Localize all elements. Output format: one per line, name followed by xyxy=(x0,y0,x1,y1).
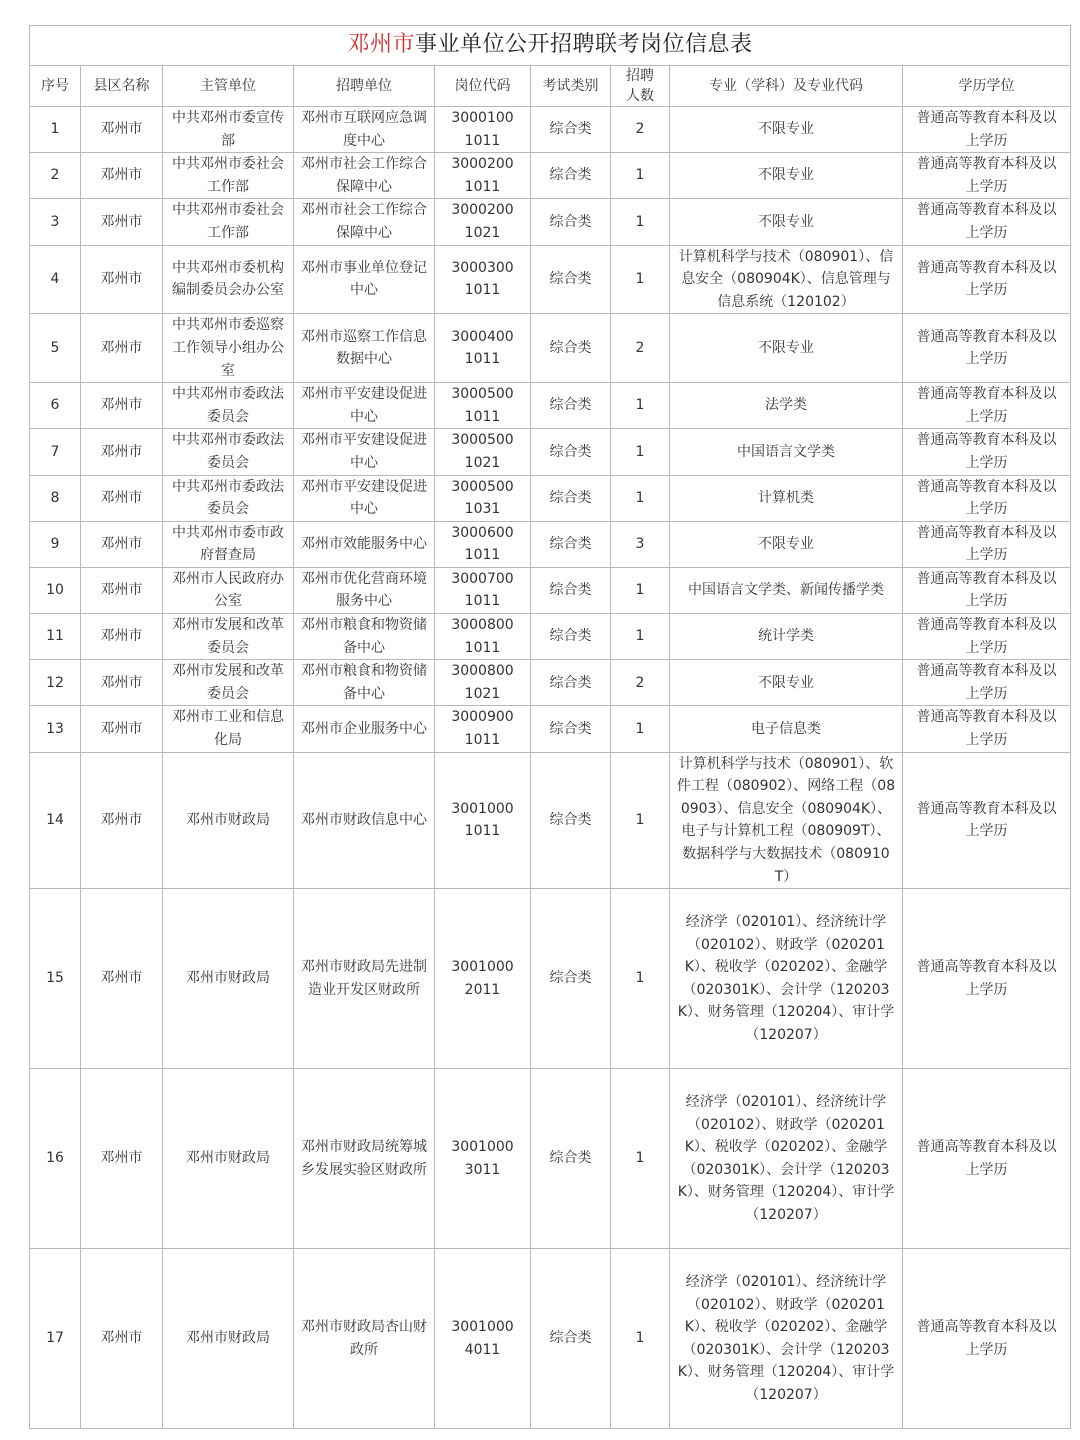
cell-no: 9 xyxy=(30,521,81,567)
cell-edu: 普通高等教育本科及以上学历 xyxy=(903,107,1071,153)
cell-unit: 邓州市事业单位登记中心 xyxy=(294,245,435,314)
header-major: 专业（学科）及专业代码 xyxy=(670,66,903,107)
cell-unit: 邓州市财政局统筹城乡发展实验区财政所 xyxy=(294,1069,435,1249)
cell-exam: 综合类 xyxy=(531,1249,611,1429)
cell-code: 30001001011 xyxy=(435,107,531,153)
cell-county: 邓州市 xyxy=(81,153,163,199)
cell-major: 经济学（020101）、经济统计学（020102）、财政学（020201K）、税收学（020202）、金融学（020301K）、会计学（120203K）、财务管理（120204）、审计学（120207） xyxy=(670,889,903,1069)
cell-exam: 综合类 xyxy=(531,889,611,1069)
cell-dept: 邓州市财政局 xyxy=(163,752,294,889)
cell-code: 30010003011 xyxy=(435,1069,531,1249)
cell-exam: 综合类 xyxy=(531,1069,611,1249)
cell-county: 邓州市 xyxy=(81,752,163,889)
cell-code: 30008001021 xyxy=(435,660,531,706)
cell-count: 3 xyxy=(611,521,670,567)
cell-no: 12 xyxy=(30,660,81,706)
cell-code: 30005001011 xyxy=(435,383,531,429)
cell-dept: 中共邓州市委市政府督查局 xyxy=(163,521,294,567)
cell-no: 13 xyxy=(30,706,81,752)
table-row xyxy=(30,1069,1071,1249)
cell-unit: 邓州市巡察工作信息数据中心 xyxy=(294,314,435,383)
cell-count: 1 xyxy=(611,475,670,521)
cell-exam: 综合类 xyxy=(531,521,611,567)
cell-code: 30004001011 xyxy=(435,314,531,383)
cell-dept: 邓州市发展和改革委员会 xyxy=(163,614,294,660)
cell-code: 30002001021 xyxy=(435,199,531,245)
cell-edu: 普通高等教育本科及以上学历 xyxy=(903,752,1071,889)
cell-unit: 邓州市效能服务中心 xyxy=(294,521,435,567)
table-row xyxy=(30,245,1071,314)
cell-dept: 中共邓州市委宣传部 xyxy=(163,107,294,153)
cell-dept: 邓州市工业和信息化局 xyxy=(163,706,294,752)
cell-unit: 邓州市平安建设促进中心 xyxy=(294,383,435,429)
cell-major: 中国语言文学类 xyxy=(670,429,903,475)
cell-unit: 邓州市财政局先进制造业开发区财政所 xyxy=(294,889,435,1069)
cell-no: 3 xyxy=(30,199,81,245)
cell-count: 1 xyxy=(611,199,670,245)
cell-major: 中国语言文学类、新闻传播学类 xyxy=(670,567,903,613)
cell-dept: 邓州市人民政府办公室 xyxy=(163,567,294,613)
recruitment-table-sheet xyxy=(29,25,1070,1429)
table-title xyxy=(30,26,1071,66)
cell-county: 邓州市 xyxy=(81,107,163,153)
cell-unit: 邓州市互联网应急调度中心 xyxy=(294,107,435,153)
cell-no: 7 xyxy=(30,429,81,475)
cell-dept: 邓州市发展和改革委员会 xyxy=(163,660,294,706)
cell-code: 30003001011 xyxy=(435,245,531,314)
cell-edu: 普通高等教育本科及以上学历 xyxy=(903,245,1071,314)
recruitment-table xyxy=(29,25,1071,1429)
cell-exam: 综合类 xyxy=(531,153,611,199)
title-rest: 事业单位公开招聘联考岗位信息表 xyxy=(415,32,753,58)
cell-no: 10 xyxy=(30,567,81,613)
cell-major: 不限专业 xyxy=(670,107,903,153)
cell-dept: 中共邓州市委政法委员会 xyxy=(163,383,294,429)
cell-no: 17 xyxy=(30,1249,81,1429)
cell-exam: 综合类 xyxy=(531,475,611,521)
table-row xyxy=(30,429,1071,475)
cell-count: 1 xyxy=(611,153,670,199)
table-row xyxy=(30,889,1071,1069)
table-row xyxy=(30,383,1071,429)
cell-no: 14 xyxy=(30,752,81,889)
cell-edu: 普通高等教育本科及以上学历 xyxy=(903,1249,1071,1429)
cell-dept: 邓州市财政局 xyxy=(163,1249,294,1429)
cell-dept: 中共邓州市委社会工作部 xyxy=(163,153,294,199)
header-count: 招聘人数 xyxy=(611,66,670,107)
cell-code: 30006001011 xyxy=(435,521,531,567)
header-no: 序号 xyxy=(30,66,81,107)
cell-no: 1 xyxy=(30,107,81,153)
cell-dept: 中共邓州市委巡察工作领导小组办公室 xyxy=(163,314,294,383)
cell-county: 邓州市 xyxy=(81,521,163,567)
cell-major: 统计学类 xyxy=(670,614,903,660)
header-row xyxy=(30,66,1071,107)
cell-count: 2 xyxy=(611,660,670,706)
cell-code: 30008001011 xyxy=(435,614,531,660)
cell-unit: 邓州市财政信息中心 xyxy=(294,752,435,889)
title-city: 邓州市 xyxy=(347,32,416,58)
header-code: 岗位代码 xyxy=(435,66,531,107)
cell-unit: 邓州市企业服务中心 xyxy=(294,706,435,752)
cell-county: 邓州市 xyxy=(81,383,163,429)
cell-count: 1 xyxy=(611,614,670,660)
cell-no: 11 xyxy=(30,614,81,660)
cell-code: 30002001011 xyxy=(435,153,531,199)
cell-code: 30010002011 xyxy=(435,889,531,1069)
cell-major: 经济学（020101）、经济统计学（020102）、财政学（020201K）、税收学（020202）、金融学（020301K）、会计学（120203K）、财务管理（120204）、审计学（120207） xyxy=(670,1069,903,1249)
cell-major: 法学类 xyxy=(670,383,903,429)
cell-exam: 综合类 xyxy=(531,107,611,153)
cell-edu: 普通高等教育本科及以上学历 xyxy=(903,153,1071,199)
cell-dept: 中共邓州市委政法委员会 xyxy=(163,475,294,521)
table-row xyxy=(30,107,1071,153)
cell-code: 30010004011 xyxy=(435,1249,531,1429)
cell-county: 邓州市 xyxy=(81,245,163,314)
cell-county: 邓州市 xyxy=(81,475,163,521)
table-row xyxy=(30,521,1071,567)
cell-no: 4 xyxy=(30,245,81,314)
cell-edu: 普通高等教育本科及以上学历 xyxy=(903,706,1071,752)
cell-county: 邓州市 xyxy=(81,314,163,383)
cell-unit: 邓州市社会工作综合保障中心 xyxy=(294,199,435,245)
cell-edu: 普通高等教育本科及以上学历 xyxy=(903,429,1071,475)
cell-dept: 中共邓州市委机构编制委员会办公室 xyxy=(163,245,294,314)
table-row xyxy=(30,199,1071,245)
cell-exam: 综合类 xyxy=(531,383,611,429)
cell-no: 16 xyxy=(30,1069,81,1249)
cell-exam: 综合类 xyxy=(531,245,611,314)
cell-major: 计算机科学与技术（080901）、软件工程（080902）、网络工程（080903）、信息安全（080904K）、电子与计算机工程（080909T）、数据科学与大数据技术（080910T） xyxy=(670,752,903,889)
cell-county: 邓州市 xyxy=(81,1069,163,1249)
cell-major: 不限专业 xyxy=(670,521,903,567)
header-edu: 学历学位 xyxy=(903,66,1071,107)
cell-major: 电子信息类 xyxy=(670,706,903,752)
cell-major: 不限专业 xyxy=(670,199,903,245)
cell-no: 5 xyxy=(30,314,81,383)
header-exam: 考试类别 xyxy=(531,66,611,107)
cell-exam: 综合类 xyxy=(531,199,611,245)
cell-no: 15 xyxy=(30,889,81,1069)
cell-count: 2 xyxy=(611,107,670,153)
cell-exam: 综合类 xyxy=(531,314,611,383)
cell-major: 经济学（020101）、经济统计学（020102）、财政学（020201K）、税收学（020202）、金融学（020301K）、会计学（120203K）、财务管理（120204）、审计学（120207） xyxy=(670,1249,903,1429)
cell-edu: 普通高等教育本科及以上学历 xyxy=(903,521,1071,567)
cell-count: 2 xyxy=(611,314,670,383)
cell-exam: 综合类 xyxy=(531,429,611,475)
cell-unit: 邓州市优化营商环境服务中心 xyxy=(294,567,435,613)
cell-code: 30007001011 xyxy=(435,567,531,613)
cell-edu: 普通高等教育本科及以上学历 xyxy=(903,383,1071,429)
cell-major: 计算机类 xyxy=(670,475,903,521)
cell-count: 1 xyxy=(611,383,670,429)
table-row xyxy=(30,752,1071,889)
cell-edu: 普通高等教育本科及以上学历 xyxy=(903,889,1071,1069)
cell-count: 1 xyxy=(611,752,670,889)
table-row xyxy=(30,660,1071,706)
cell-county: 邓州市 xyxy=(81,706,163,752)
cell-count: 1 xyxy=(611,1249,670,1429)
cell-county: 邓州市 xyxy=(81,567,163,613)
cell-exam: 综合类 xyxy=(531,567,611,613)
cell-no: 2 xyxy=(30,153,81,199)
cell-count: 1 xyxy=(611,429,670,475)
cell-unit: 邓州市平安建设促进中心 xyxy=(294,475,435,521)
table-row xyxy=(30,614,1071,660)
cell-exam: 综合类 xyxy=(531,706,611,752)
cell-edu: 普通高等教育本科及以上学历 xyxy=(903,199,1071,245)
header-dept: 主管单位 xyxy=(163,66,294,107)
cell-county: 邓州市 xyxy=(81,199,163,245)
cell-major: 不限专业 xyxy=(670,314,903,383)
cell-dept: 中共邓州市委社会工作部 xyxy=(163,199,294,245)
table-row xyxy=(30,706,1071,752)
table-row xyxy=(30,567,1071,613)
cell-no: 6 xyxy=(30,383,81,429)
cell-county: 邓州市 xyxy=(81,889,163,1069)
cell-code: 30009001011 xyxy=(435,706,531,752)
cell-exam: 综合类 xyxy=(531,660,611,706)
cell-unit: 邓州市粮食和物资储备中心 xyxy=(294,614,435,660)
cell-no: 8 xyxy=(30,475,81,521)
cell-major: 不限专业 xyxy=(670,660,903,706)
cell-county: 邓州市 xyxy=(81,660,163,706)
cell-count: 1 xyxy=(611,706,670,752)
cell-count: 1 xyxy=(611,889,670,1069)
table-row xyxy=(30,153,1071,199)
cell-edu: 普通高等教育本科及以上学历 xyxy=(903,314,1071,383)
cell-major: 计算机科学与技术（080901）、信息安全（080904K）、信息管理与信息系统（120102） xyxy=(670,245,903,314)
table-row xyxy=(30,314,1071,383)
cell-edu: 普通高等教育本科及以上学历 xyxy=(903,660,1071,706)
header-unit: 招聘单位 xyxy=(294,66,435,107)
cell-count: 1 xyxy=(611,567,670,613)
cell-edu: 普通高等教育本科及以上学历 xyxy=(903,614,1071,660)
cell-dept: 邓州市财政局 xyxy=(163,889,294,1069)
cell-unit: 邓州市社会工作综合保障中心 xyxy=(294,153,435,199)
table-row xyxy=(30,475,1071,521)
cell-county: 邓州市 xyxy=(81,429,163,475)
cell-code: 30010001011 xyxy=(435,752,531,889)
cell-unit: 邓州市财政局杏山财政所 xyxy=(294,1249,435,1429)
cell-edu: 普通高等教育本科及以上学历 xyxy=(903,475,1071,521)
cell-edu: 普通高等教育本科及以上学历 xyxy=(903,1069,1071,1249)
cell-dept: 邓州市财政局 xyxy=(163,1069,294,1249)
table-row xyxy=(30,1249,1071,1429)
cell-exam: 综合类 xyxy=(531,614,611,660)
cell-major: 不限专业 xyxy=(670,153,903,199)
cell-county: 邓州市 xyxy=(81,1249,163,1429)
header-county: 县区名称 xyxy=(81,66,163,107)
cell-dept: 中共邓州市委政法委员会 xyxy=(163,429,294,475)
cell-unit: 邓州市粮食和物资储备中心 xyxy=(294,660,435,706)
cell-edu: 普通高等教育本科及以上学历 xyxy=(903,567,1071,613)
cell-exam: 综合类 xyxy=(531,752,611,889)
cell-unit: 邓州市平安建设促进中心 xyxy=(294,429,435,475)
cell-county: 邓州市 xyxy=(81,614,163,660)
cell-count: 1 xyxy=(611,245,670,314)
cell-code: 30005001021 xyxy=(435,429,531,475)
cell-count: 1 xyxy=(611,1069,670,1249)
cell-code: 30005001031 xyxy=(435,475,531,521)
